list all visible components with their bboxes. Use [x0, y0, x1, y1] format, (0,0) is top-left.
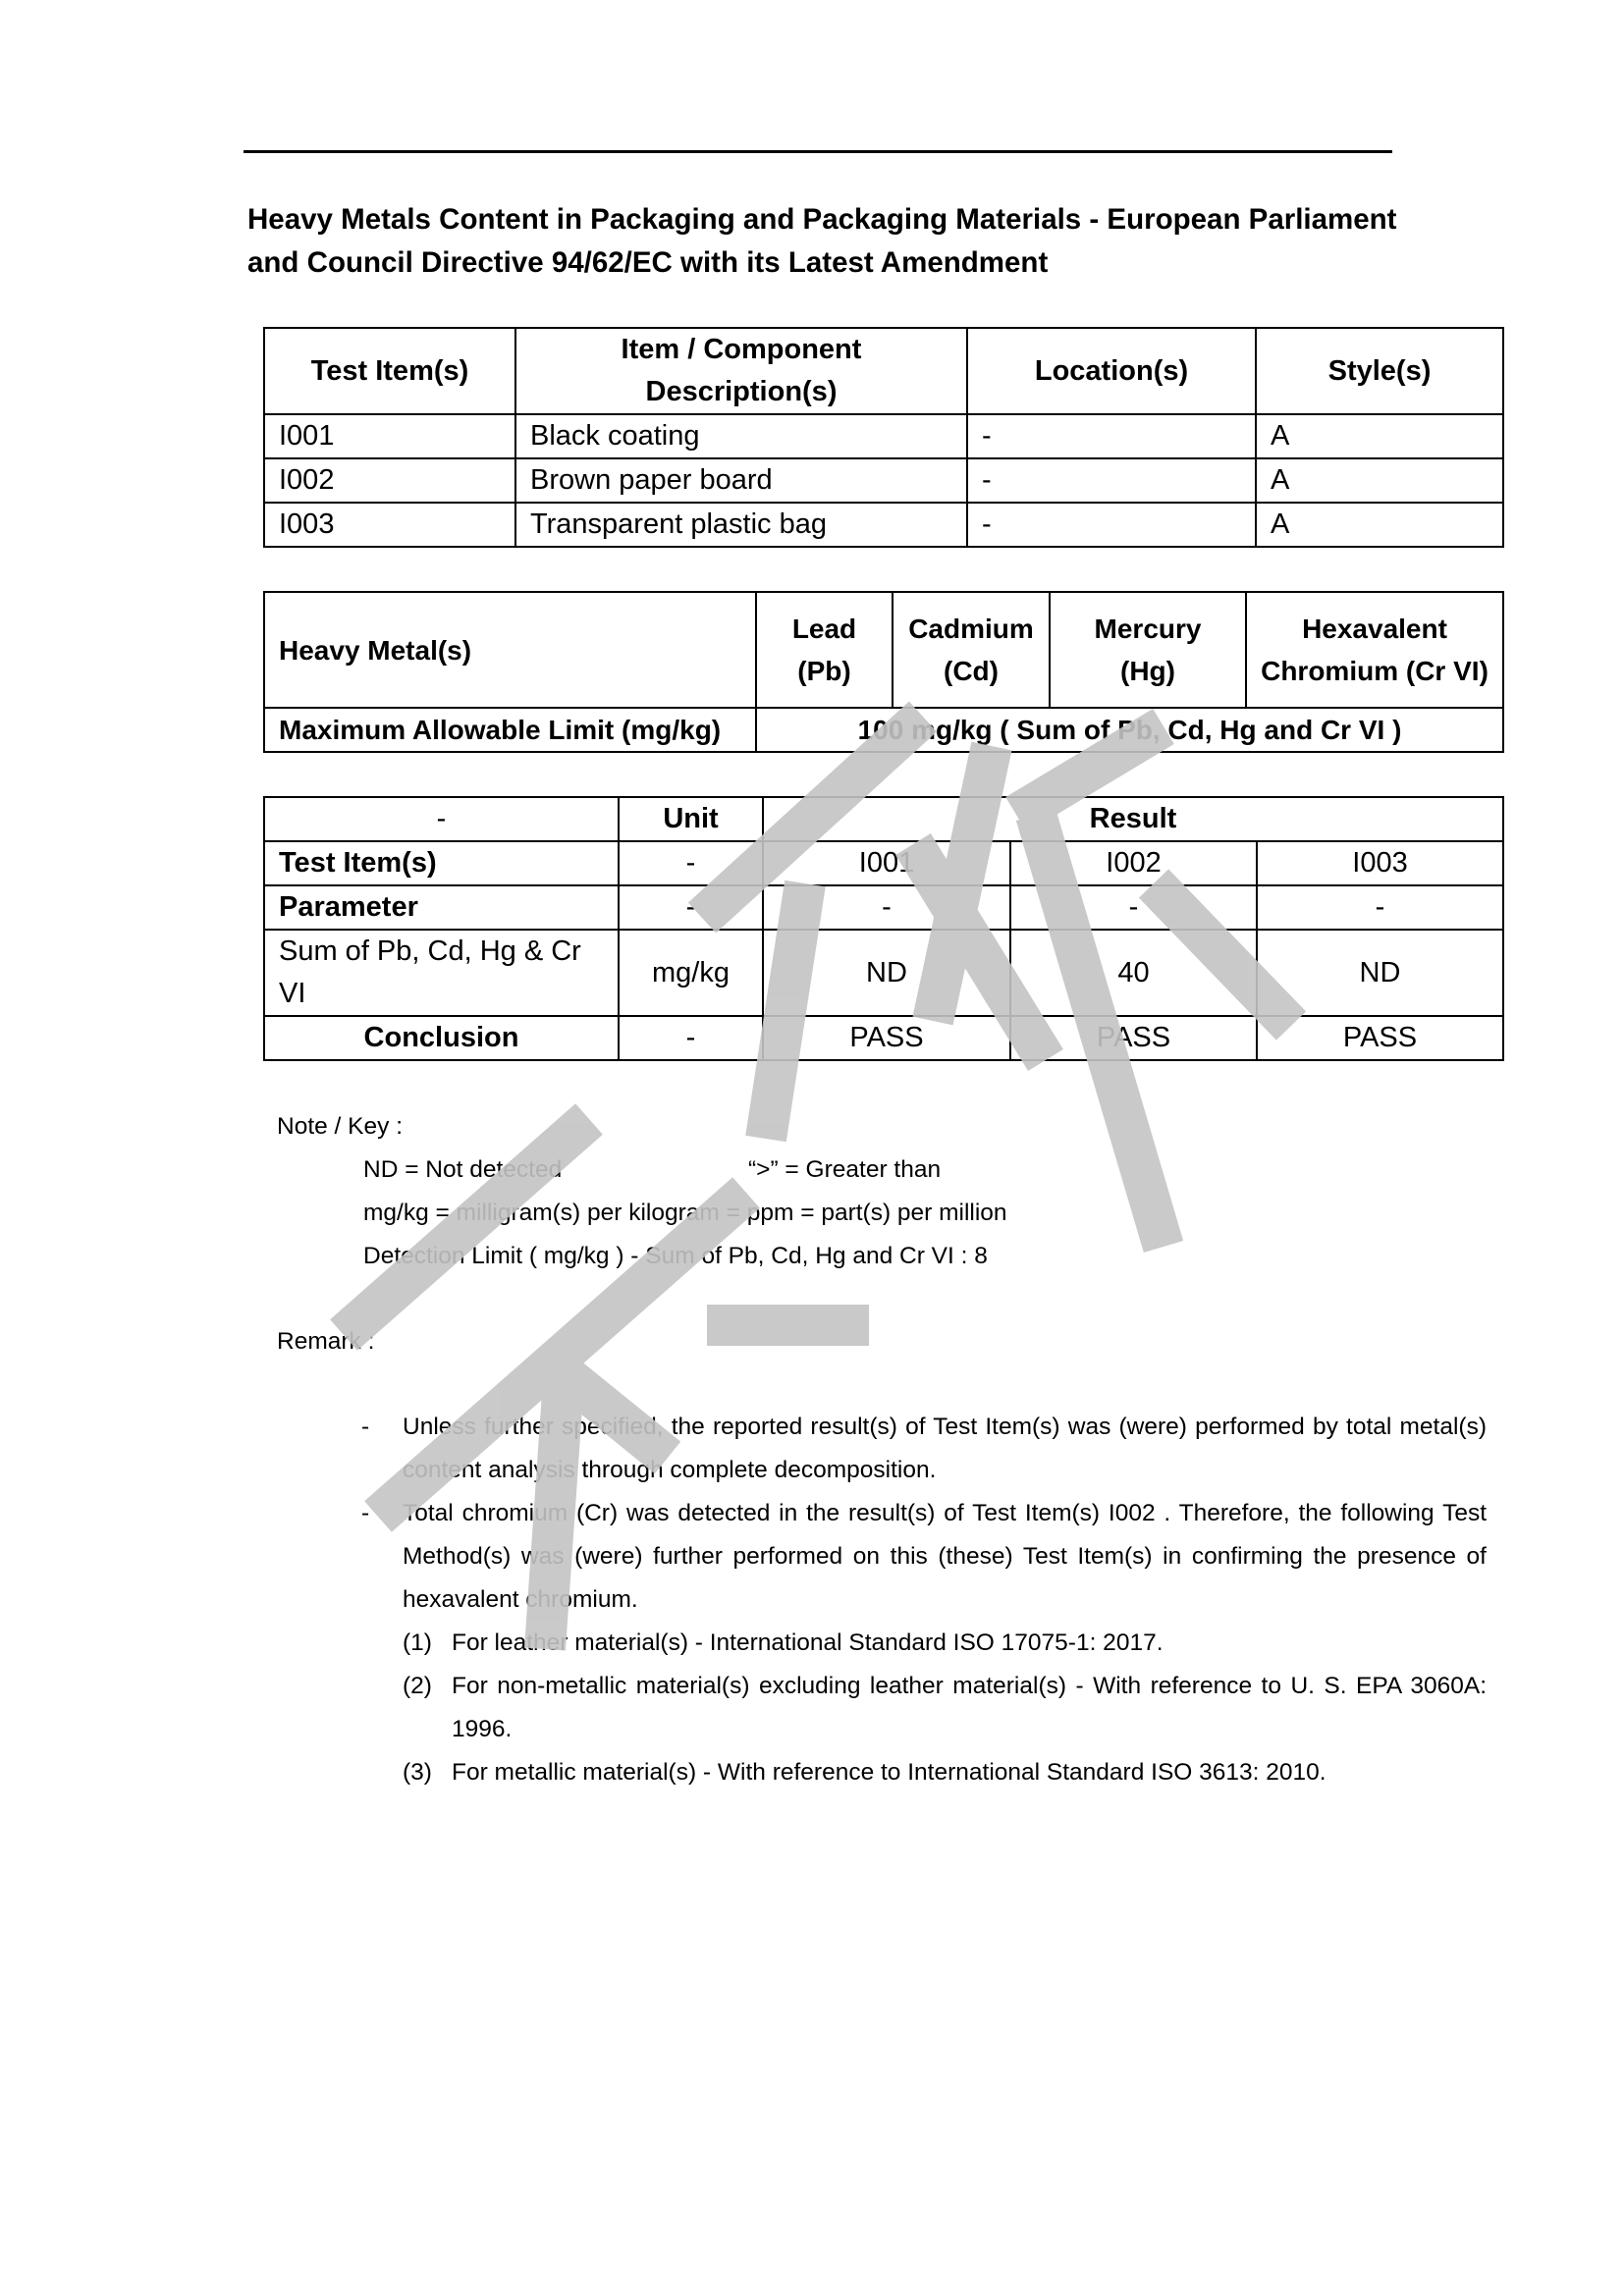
metal-symbol: Chromium (Cr VI): [1261, 656, 1489, 686]
test-items-table: [263, 327, 1504, 548]
metal-header-lead: [756, 592, 893, 708]
document-title: [247, 198, 1406, 285]
metal-symbol: (Pb): [797, 656, 851, 686]
table-cell: A: [1256, 458, 1503, 503]
metal-header-cadmium: [893, 592, 1050, 708]
list-item: [361, 1406, 1487, 1492]
limit-value: 100 mg/kg ( Sum of Pb, Cd, Hg and Cr VI ): [756, 708, 1503, 752]
result-cell: PASS: [1257, 1016, 1503, 1060]
unit-cell: -: [619, 841, 763, 885]
result-cell: -: [1257, 885, 1503, 930]
sub-item-text: For leather material(s) - International Standard ISO 17075-1: 2017.: [452, 1629, 1164, 1656]
sub-item-number: (1): [403, 1629, 432, 1656]
remark-heading: Remark :: [277, 1328, 375, 1355]
table-cell: Black coating: [515, 414, 967, 458]
table-row: [264, 503, 1503, 547]
row-label: Conclusion: [264, 1016, 619, 1060]
table-row: [264, 885, 1503, 930]
table-header-row: [264, 797, 1503, 841]
table-row: [264, 1016, 1503, 1060]
title-line-1: Heavy Metals Content in Packaging and Packaging Materials - European Parliament: [247, 203, 1397, 236]
sub-item-text: For metallic material(s) - With reference to International Standard ISO 3613: 2010.: [452, 1759, 1326, 1786]
result-cell: I001: [763, 841, 1010, 885]
sub-item-text: For non-metallic material(s) excluding leather material(s) - With reference to U. S. EPA 3060A: 1996.: [452, 1673, 1487, 1742]
metal-header-mercury: [1050, 592, 1246, 708]
result-cell: ND: [763, 930, 1010, 1016]
unit-cell: mg/kg: [619, 930, 763, 1016]
table-row: [264, 930, 1503, 1016]
unit-header: Unit: [619, 797, 763, 841]
list-item: [403, 1751, 1487, 1794]
list-item: [403, 1622, 1487, 1665]
table-header-row: [264, 592, 1503, 708]
remark-text: Total chromium (Cr) was detected in the result(s) of Test Item(s) I002 . Therefore, the following Test Method(s) was (were) further performed on this (these) Test Item(s) in confirming the presence of hexavalent chromium.: [403, 1500, 1487, 1613]
remark-list: [361, 1406, 1487, 1794]
table-cell: -: [967, 458, 1256, 503]
result-cell: PASS: [763, 1016, 1010, 1060]
table-header-row: [264, 328, 1503, 414]
table-cell: Transparent plastic bag: [515, 503, 967, 547]
table-cell: Brown paper board: [515, 458, 967, 503]
heavy-metals-label: Heavy Metal(s): [264, 592, 756, 708]
column-header: Style(s): [1256, 328, 1503, 414]
table-cell: I003: [264, 503, 515, 547]
bullet-dash: -: [361, 1500, 370, 1526]
note-units: mg/kg = milligram(s) per kilogram = ppm = part(s) per million: [363, 1200, 1007, 1226]
description-header: Item / Component Description(s): [621, 334, 862, 407]
result-table: [263, 796, 1504, 1061]
table-cell: I002: [264, 458, 515, 503]
metal-name: Hexavalent: [1302, 614, 1447, 644]
unit-cell: -: [619, 885, 763, 930]
list-item: [403, 1665, 1487, 1751]
result-cell: 40: [1010, 930, 1257, 1016]
table-row: [264, 458, 1503, 503]
metal-name: Lead: [791, 614, 857, 644]
unit-cell: -: [619, 1016, 763, 1060]
row-label: Parameter: [264, 885, 619, 930]
table-cell: -: [967, 503, 1256, 547]
heavy-metal-limits-table: [263, 591, 1504, 753]
note-heading: Note / Key :: [277, 1113, 404, 1140]
corner-cell: -: [264, 797, 619, 841]
table-row: [264, 841, 1503, 885]
limit-label: Maximum Allowable Limit (mg/kg): [264, 708, 756, 752]
bullet-dash: -: [361, 1414, 370, 1440]
row-label: Test Item(s): [264, 841, 619, 885]
column-header: [515, 328, 967, 414]
metal-symbol: (Cd): [944, 656, 999, 686]
column-header: Test Item(s): [264, 328, 515, 414]
result-header: Result: [763, 797, 1503, 841]
table-cell: -: [967, 414, 1256, 458]
table-row: [264, 708, 1503, 752]
list-item: [361, 1492, 1487, 1622]
top-rule: [244, 150, 1392, 153]
metal-name: Mercury: [1094, 614, 1202, 644]
sub-item-number: (2): [403, 1673, 432, 1699]
table-cell: A: [1256, 503, 1503, 547]
result-cell: -: [763, 885, 1010, 930]
metal-header-chromium: [1246, 592, 1503, 708]
result-cell: I002: [1010, 841, 1257, 885]
column-header: Location(s): [967, 328, 1256, 414]
table-cell: I001: [264, 414, 515, 458]
table-cell: A: [1256, 414, 1503, 458]
result-cell: -: [1010, 885, 1257, 930]
result-cell: I003: [1257, 841, 1503, 885]
title-line-2: and Council Directive 94/62/EC with its Latest Amendment: [247, 246, 1049, 279]
row-label: Sum of Pb, Cd, Hg & Cr VI: [264, 930, 619, 1016]
metal-symbol: (Hg): [1120, 656, 1175, 686]
result-cell: PASS: [1010, 1016, 1257, 1060]
note-detection-limit: Detection Limit ( mg/kg ) - Sum of Pb, Cd, Hg and Cr VI : 8: [363, 1243, 988, 1269]
table-row: [264, 414, 1503, 458]
sub-item-number: (3): [403, 1759, 432, 1786]
result-cell: ND: [1257, 930, 1503, 1016]
note-nd: ND = Not detected: [363, 1156, 563, 1183]
note-greater-than: “>” = Greater than: [748, 1156, 942, 1183]
remark-text: Unless further specified, the reported result(s) of Test Item(s) was (were) performed by total metal(s) content analysis through complete decomposition.: [403, 1414, 1487, 1483]
metal-name: Cadmium: [908, 614, 1034, 644]
